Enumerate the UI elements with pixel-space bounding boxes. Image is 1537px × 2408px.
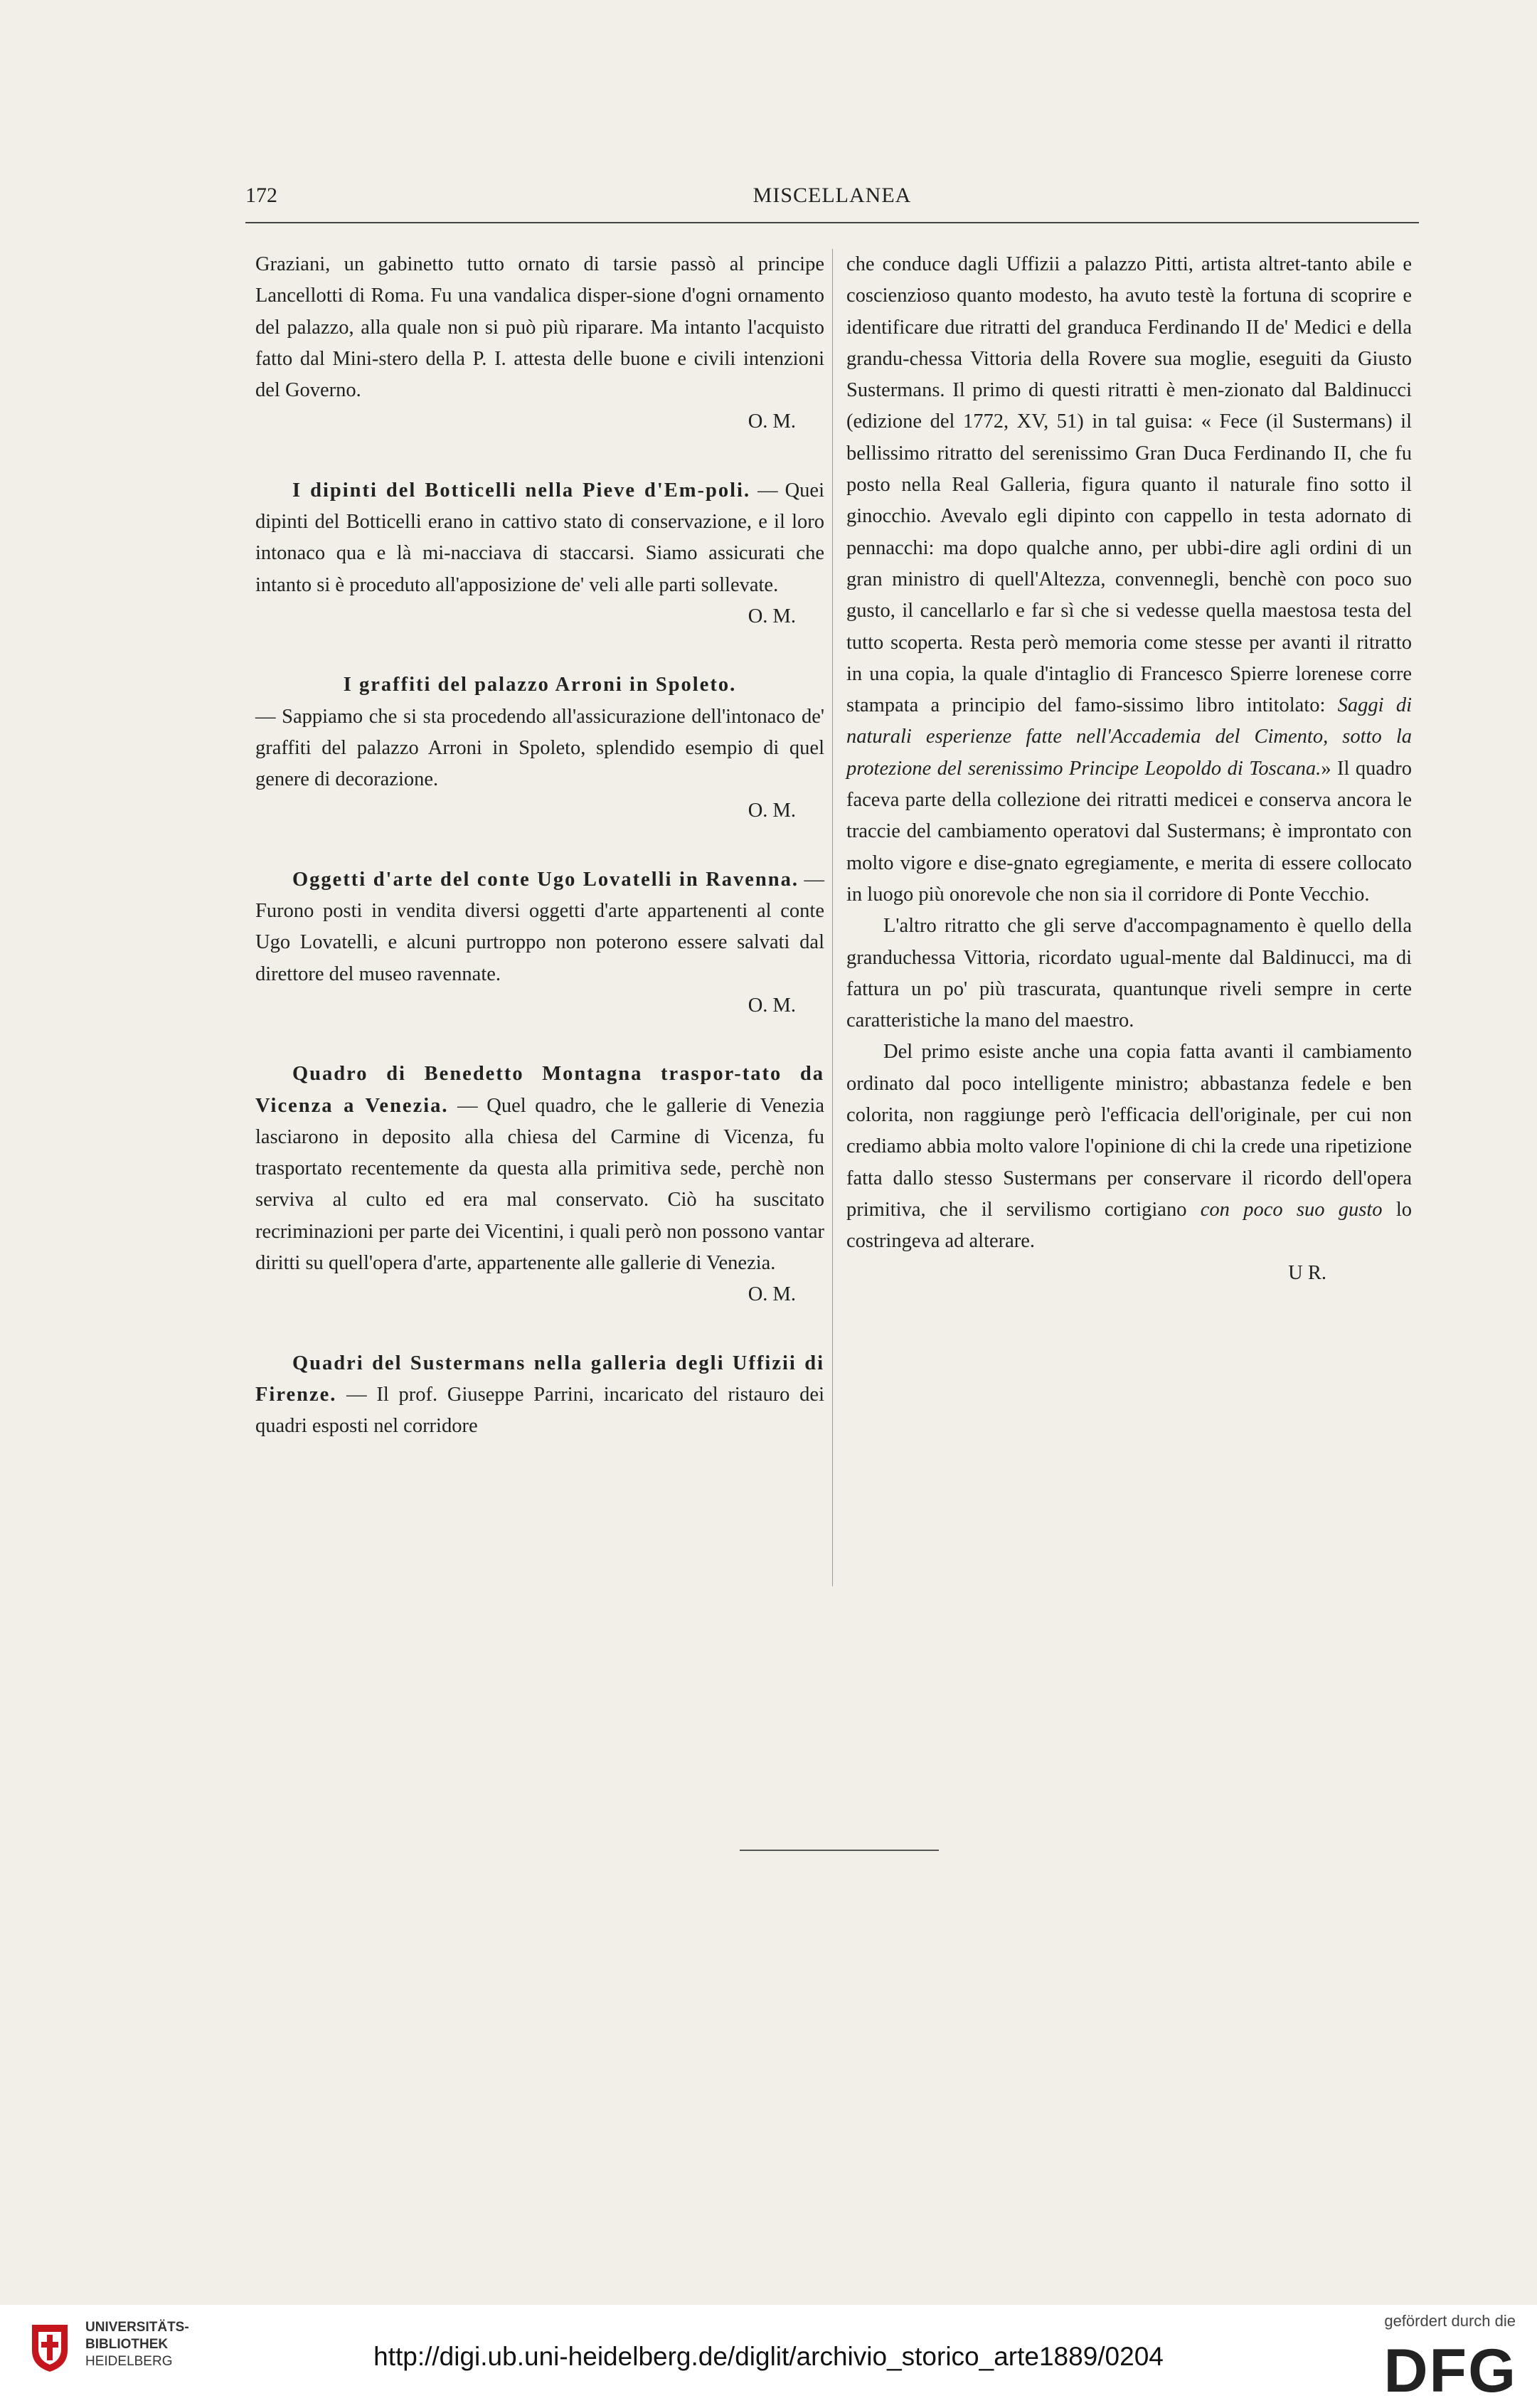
- left-column: [255, 249, 824, 1443]
- signature: O. M.: [748, 800, 796, 822]
- italic-title: Saggi di naturali esperienze fatte nell'Accademia del Cimento, sotto la protezione del serenissimo Principe Leopoldo di Toscana.: [846, 694, 1412, 780]
- article-botticelli: [255, 475, 824, 632]
- article-paragraph: [255, 1059, 824, 1279]
- article-text: — Furono posti in vendita diversi oggetti d'arte appartenenti al conte Ugo Lovatelli, e alcuni purtroppo non poterono essere salvati dal direttore del museo ravennate.: [255, 868, 824, 985]
- paragraph: Graziani, un gabinetto tutto ornato di tarsie passò al principe Lancellotti di Roma. Fu una vandalica disper-sione d'ogni ornamento del palazzo, alla quale non si può più riparare. Ma intanto l'acquisto fatto dal Mini-stero della P. I. attesta delle buone e civili intenzioni del Governo.: [255, 253, 824, 402]
- article-title: Quadri del Sustermans nella galleria degli Uffizii di Firenze.: [255, 1352, 824, 1406]
- article-paragraph: [255, 475, 824, 601]
- article-text: — Quei dipinti del Botticelli erano in cattivo stato di conservazione, e il loro intonaco qua e là mi-nacciava di staccarsi. Siamo assicurati che intanto si è proceduto all'apposizione de' veli alle parti sollevate.: [255, 479, 824, 596]
- italic-phrase: con poco suo gusto: [1200, 1198, 1383, 1221]
- article-title: I graffiti del palazzo Arroni in Spoleto.: [343, 674, 737, 696]
- page-header: [245, 184, 1419, 221]
- article-title: Oggetti d'arte del conte Ugo Lovatelli in Ravenna.: [292, 868, 799, 891]
- article-montagna: [255, 1059, 824, 1310]
- paragraph: che conduce dagli Uffizii a palazzo Pitti, artista altret-tanto abile e coscienzioso quanto modesto, ha avuto testè la fortuna di scoprire e identificare due ritratti del granduca Ferdinando II de' Medici e della grandu-chessa Vittoria della Rovere sua moglie, eseguiti da Giusto Sustermans. Il primo di questi ritratti è men-zionato dal Baldinucci (edizione del 1772, XV, 51) in tal guisa: « Fece (il Sustermans) il bellissimo ritratto del serenissimo Gran Duca Ferdinando II, che fu posto nella Real Galleria, figura quanto il naturale fino sotto il ginocchio. Avevalo egli dipinto con cappello in testa adornato di pennacchi: ma dopo qualche anno, per ubbi-dire agli ordini di un gran ministro di quell'Altezza, convennegli, benchè con poco suo gusto, il cancellarlo e far sì che si vedesse quella maestosa testa del tutto scoperta. Resta però memoria come stesse per avanti il ritratto in una copia, la quale d'intaglio di Francesco Spierre lorenese corre stampata a principio del famo-sissimo libro intitolato: Saggi di naturali esperienze fatte nell'Accademia del Cimento, sotto la protezione del serenissimo Principe Leopoldo di Toscana.» Il quadro faceva parte della collezione dei ritratti medicei e conserva ancora le traccie del cambiamento operatovi dal Sustermans; è improntato con molto vigore e dise-gnato egregiamente, e merita di essere collocato in luogo più onorevole che non sia il corridore di Ponte Vecchio.: [846, 253, 1412, 906]
- article-lovatelli: [255, 864, 824, 1022]
- library-name: UNIVERSITÄTS- BIBLIOTHEK HEIDELBERG: [85, 2320, 189, 2369]
- footer-bar: [0, 2305, 1537, 2408]
- funded-by-label: gefördert durch die: [1384, 2312, 1516, 2330]
- article-text: — Sappiamo che si sta procedendo all'assicurazione dell'intonaco de' graffiti del palazzo Arroni in Spoleto, splendido esempio di quel genere di decorazione.: [255, 705, 824, 791]
- article-text: — Il prof. Giuseppe Parrini, incaricato del ristauro dei quadri esposti nel corridore: [255, 1383, 824, 1438]
- signature: O. M.: [748, 605, 796, 627]
- header-rule: [245, 222, 1419, 223]
- running-title: MISCELLANEA: [752, 184, 912, 207]
- article-sustermans: [255, 1348, 824, 1443]
- signature: O. M.: [748, 410, 796, 433]
- signature: O. M.: [748, 994, 796, 1017]
- article-paragraph: [255, 1348, 824, 1443]
- article-title: I dipinti del Botticelli nella Pieve d'Em-poli.: [292, 479, 751, 502]
- article-arroni: [255, 669, 824, 827]
- page-number: 172: [245, 184, 277, 207]
- column-divider: [832, 249, 833, 1586]
- article-text: — Quel quadro, che le gallerie di Venezia lasciarono in deposito alla chiesa del Carmine di Vicenza, fu trasportato recentemente da questa alla primitiva sede, perchè non serviva al culto ed era mal conservato. Ciò ha suscitato recriminazioni per parte dei Vicentini, i quali però non possono vantar diritti su quell'opera d'arte, appartenente alle gallerie di Venezia.: [255, 1094, 824, 1275]
- right-column: [846, 249, 1412, 1289]
- paragraph: Del primo esiste anche una copia fatta avanti il cambiamento ordinato dal poco intelligente ministro; abbastanza fedele e ben colorita, non raggiunge però l'efficacia dell'originale, per cui non crediamo abbia molto valore l'opinione di chi la crede una ripetizione fatta dallo stesso Sustermans per conservare il ricordo dell'opera primitiva, che il servilismo cortigiano con poco suo gusto lo costringeva ad alterare.: [846, 1041, 1412, 1253]
- dfg-logo: DFG: [1383, 2337, 1517, 2405]
- signature: U R.: [1288, 1261, 1326, 1284]
- paragraph: L'altro ritratto che gli serve d'accompagnamento è quello della granduchessa Vittoria, ricordato ugual-mente dal Baldinucci, ma di fattura un po' più trascurata, quantunque riveli sempre in certe caratteristiche la mano del maestro.: [846, 915, 1412, 1032]
- end-rule: [740, 1850, 939, 1851]
- source-url[interactable]: http://digi.ub.uni-heidelberg.de/diglit/archivio_storico_arte1889/0204: [373, 2342, 1164, 2371]
- article-paragraph: [255, 864, 824, 990]
- signature: O. M.: [748, 1283, 796, 1306]
- article-title: Quadro di Benedetto Montagna traspor-tato da Vicenza a Venezia.: [255, 1063, 824, 1117]
